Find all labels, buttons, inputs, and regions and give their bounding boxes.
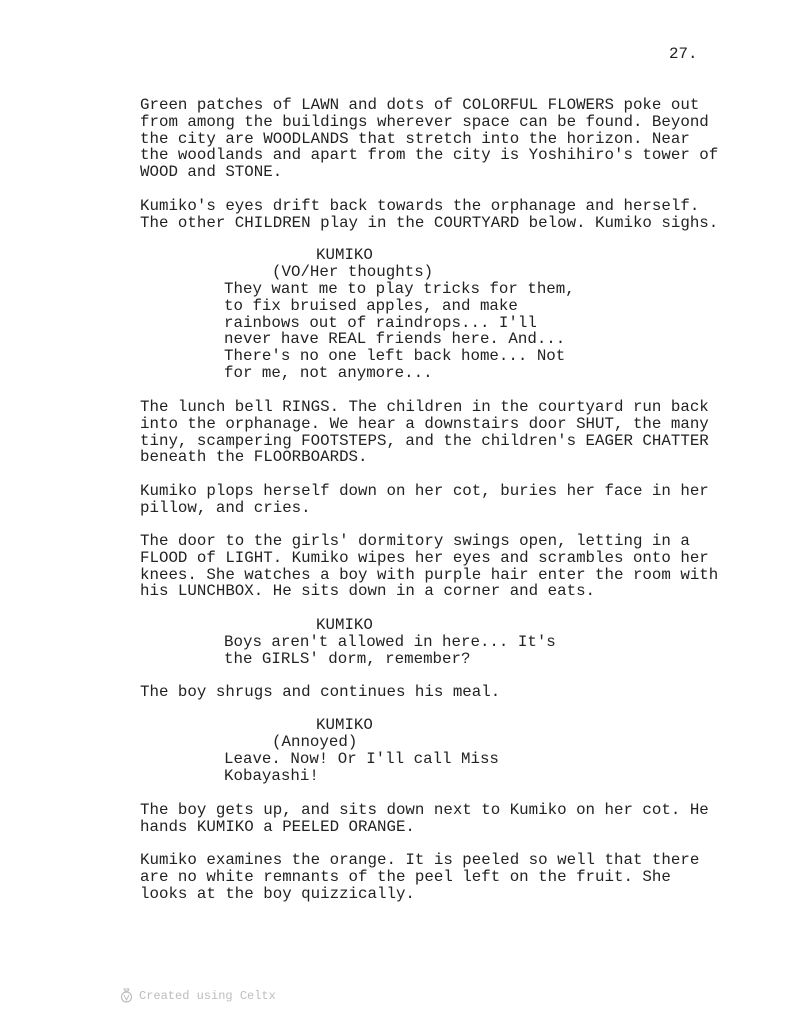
action-line: Kumiko's eyes drift back towards the orphanage and herself. The other CHILDREN play in the COURTYARD below. Kumiko sighs. [140,197,719,232]
action-line: Kumiko examines the orange. It is peeled so well that there are no white remnants of the peel left on the fruit. She looks at the boy quizzically. [140,851,700,903]
footer-credit [120,988,276,1003]
action-line: The door to the girls' dormitory swings open, letting in a FLOOD of LIGHT. Kumiko wipes her eyes and scrambles onto her knees. She watches a boy with purple hair enter the room with his LUNCHBOX. He sits down in a corner and eats. [140,532,719,601]
character-name: KUMIKO [316,716,373,734]
parenthetical: (Annoyed) [272,733,358,751]
action-line: The boy gets up, and sits down next to Kumiko on her cot. He hands KUMIKO a PEELED ORANGE. [140,801,709,836]
dialogue: They want me to play tricks for them, to fix bruised apples, and make rainbows out of raindrops... I'll never have REAL friends here. And... There's no one left back home... Not for me, not anymore... [224,280,575,382]
dialogue: Leave. Now! Or I'll call Miss Kobayashi! [224,750,499,785]
action-line: Kumiko plops herself down on her cot, buries her face in her pillow, and cries. [140,482,709,517]
character-name: KUMIKO [316,246,373,264]
action-line: Green patches of LAWN and dots of COLORFUL FLOWERS poke out from among the buildings wherever space can be found. Beyond the city are WOODLANDS that stretch into the horizon. Near the woodlands and apart from the city is Yoshihiro's tower of WOOD and STONE. [140,96,719,182]
dialogue: Boys aren't allowed in here... It's the GIRLS' dorm, remember? [224,633,556,668]
action-line: The boy shrugs and continues his meal. [140,683,501,701]
parenthetical: (VO/Her thoughts) [272,263,434,281]
action-line: The lunch bell RINGS. The children in the courtyard run back into the orphanage. We hear a downstairs door SHUT, the many tiny, scampering FOOTSTEPS, and the children's EAGER CHATTER beneath the FLOORBOARDS. [140,398,709,467]
character-name: KUMIKO [316,616,373,634]
celtx-logo-icon [120,988,133,1003]
page-number: 27. [669,45,698,63]
footer-text: Created using Celtx [139,988,276,1003]
